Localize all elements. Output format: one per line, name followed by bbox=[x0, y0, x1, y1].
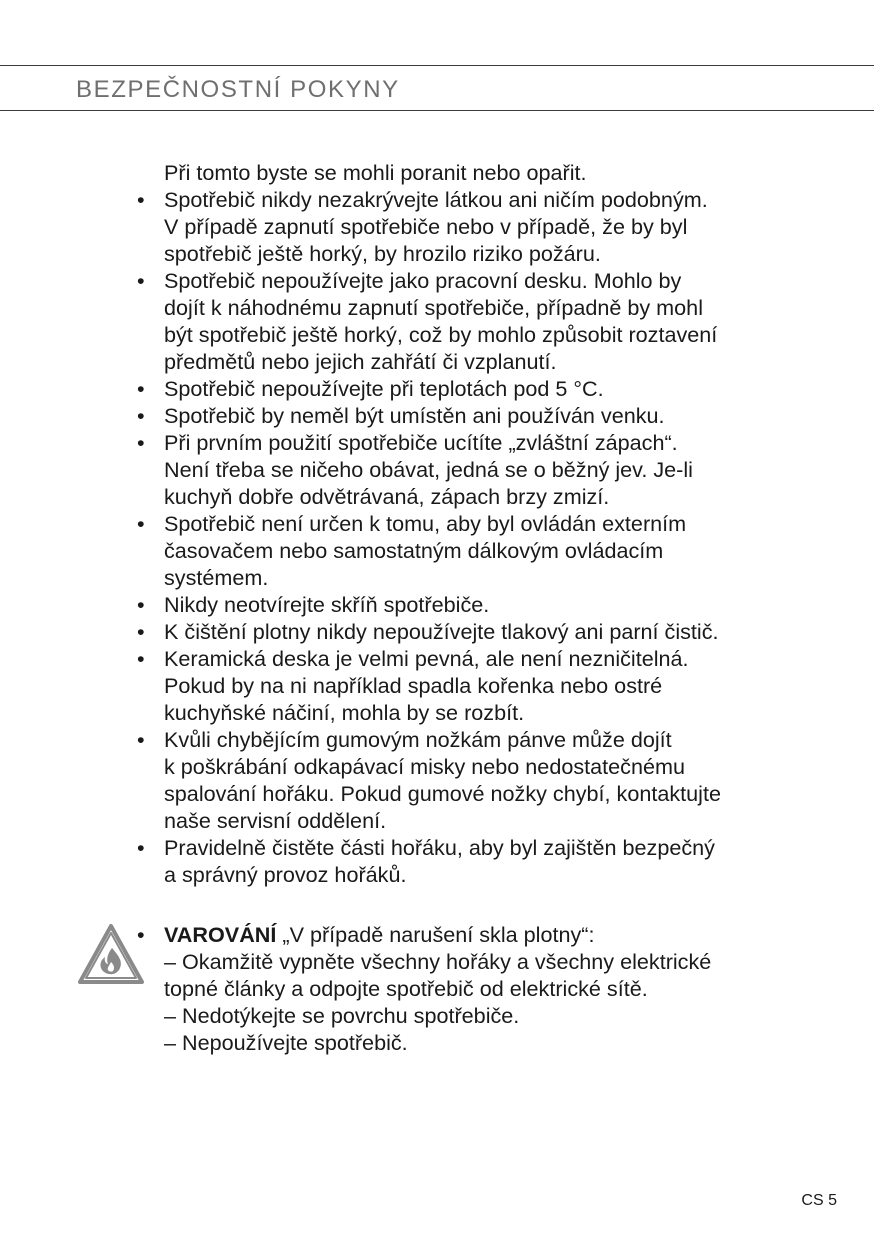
bullet-marker: • bbox=[137, 268, 145, 293]
bullet-item bbox=[137, 429, 827, 510]
text-line: Spotřebič nikdy nezakrývejte látkou ani ničím podobným. bbox=[164, 187, 708, 212]
text-line: systémem. bbox=[164, 565, 269, 590]
text-line: K čištění plotny nikdy nepoužívejte tlakový ani parní čistič. bbox=[164, 619, 719, 644]
header-bottom-rule bbox=[0, 110, 874, 111]
bullet-item bbox=[137, 402, 827, 429]
text-line: kuchyňské náčiní, mohla by se rozbít. bbox=[164, 700, 525, 725]
text-line: Nikdy neotvírejte skříň spotřebiče. bbox=[164, 592, 490, 617]
bullet-marker: • bbox=[137, 592, 145, 617]
section-header-title: BEZPEČNOSTNÍ POKYNY bbox=[76, 76, 400, 103]
text-line: Kvůli chybějícím gumovým nožkám pánve může dojít bbox=[164, 727, 672, 752]
bullet-item bbox=[137, 510, 827, 591]
warning-title bbox=[164, 921, 827, 948]
text-line: Při prvním použití spotřebiče ucítíte „zvláštní zápach“. bbox=[164, 430, 678, 455]
text-line: Spotřebič nepoužívejte při teplotách pod 5 °C. bbox=[164, 376, 604, 401]
text-line: naše servisní oddělení. bbox=[164, 808, 387, 833]
bullet-marker: • bbox=[137, 646, 145, 671]
text-line: k poškrábání odkapávací misky nebo nedostatečnému bbox=[164, 754, 685, 779]
bullet-marker: • bbox=[137, 187, 145, 212]
continuation-text bbox=[137, 159, 827, 186]
text-line: Pravidelně čistěte části hořáku, aby byl zajištěn bezpečný bbox=[164, 835, 715, 860]
warning-title-text: „V případě narušení skla plotny“: bbox=[276, 922, 595, 947]
warning-line: – Nepoužívejte spotřebič. bbox=[164, 1030, 408, 1055]
text-line: dojít k náhodnému zapnutí spotřebiče, případně by mohl bbox=[164, 295, 703, 320]
bullet-item bbox=[137, 186, 827, 267]
bullet-marker: • bbox=[137, 403, 145, 428]
text-line: V případě zapnutí spotřebiče nebo v případě, že by byl bbox=[164, 214, 688, 239]
bullet-marker: • bbox=[137, 619, 145, 644]
text-line: Spotřebič nepoužívejte jako pracovní desku. Mohlo by bbox=[164, 268, 682, 293]
bullet-item bbox=[137, 375, 827, 402]
warning-label: VAROVÁNÍ bbox=[164, 922, 277, 947]
bullet-list bbox=[137, 186, 827, 888]
bullet-marker: • bbox=[137, 376, 145, 401]
warning-line: topné články a odpojte spotřebič od elektrické sítě. bbox=[164, 976, 648, 1001]
bullet-marker: • bbox=[137, 511, 145, 536]
fire-warning-triangle-icon bbox=[77, 923, 145, 985]
warning-block bbox=[137, 921, 827, 1056]
text-line: časovačem nebo samostatným dálkovým ovládacím bbox=[164, 538, 664, 563]
text-line: Při tomto byste se mohli poranit nebo opařit. bbox=[164, 160, 587, 185]
warning-line: – Okamžitě vypněte všechny hořáky a všechny elektrické bbox=[164, 949, 712, 974]
text-line: předmětů nebo jejich zahřátí či vzplanutí. bbox=[164, 349, 557, 374]
text-line: kuchyň dobře odvětrávaná, zápach brzy zmizí. bbox=[164, 484, 610, 509]
warning-line: – Nedotýkejte se povrchu spotřebiče. bbox=[164, 1003, 520, 1028]
bullet-marker: • bbox=[137, 922, 145, 947]
text-line: spalování hořáku. Pokud gumové nožky chybí, kontaktujte bbox=[164, 781, 721, 806]
text-line: Spotřebič by neměl být umístěn ani používán venku. bbox=[164, 403, 665, 428]
bullet-item bbox=[137, 618, 827, 645]
bullet-item bbox=[137, 645, 827, 726]
bullet-item bbox=[137, 834, 827, 888]
text-line: Keramická deska je velmi pevná, ale není nezničitelná. bbox=[164, 646, 689, 671]
header-top-rule bbox=[0, 65, 874, 66]
bullet-item bbox=[137, 267, 827, 375]
bullet-marker: • bbox=[137, 430, 145, 455]
bullet-marker: • bbox=[137, 835, 145, 860]
text-line: Pokud by na ni například spadla kořenka nebo ostré bbox=[164, 673, 663, 698]
safety-instructions-body bbox=[137, 159, 827, 1056]
bullet-item bbox=[137, 591, 827, 618]
text-line: Není třeba se ničeho obávat, jedná se o běžný jev. Je-li bbox=[164, 457, 693, 482]
text-line: být spotřebič ještě horký, což by mohlo způsobit roztavení bbox=[164, 322, 718, 347]
bullet-marker: • bbox=[137, 727, 145, 752]
text-line: a správný provoz hořáků. bbox=[164, 862, 407, 887]
page-number: CS 5 bbox=[801, 1192, 837, 1209]
bullet-item bbox=[137, 726, 827, 834]
text-line: Spotřebič není určen k tomu, aby byl ovládán externím bbox=[164, 511, 687, 536]
text-line: spotřebič ještě horký, by hrozilo riziko požáru. bbox=[164, 241, 601, 266]
